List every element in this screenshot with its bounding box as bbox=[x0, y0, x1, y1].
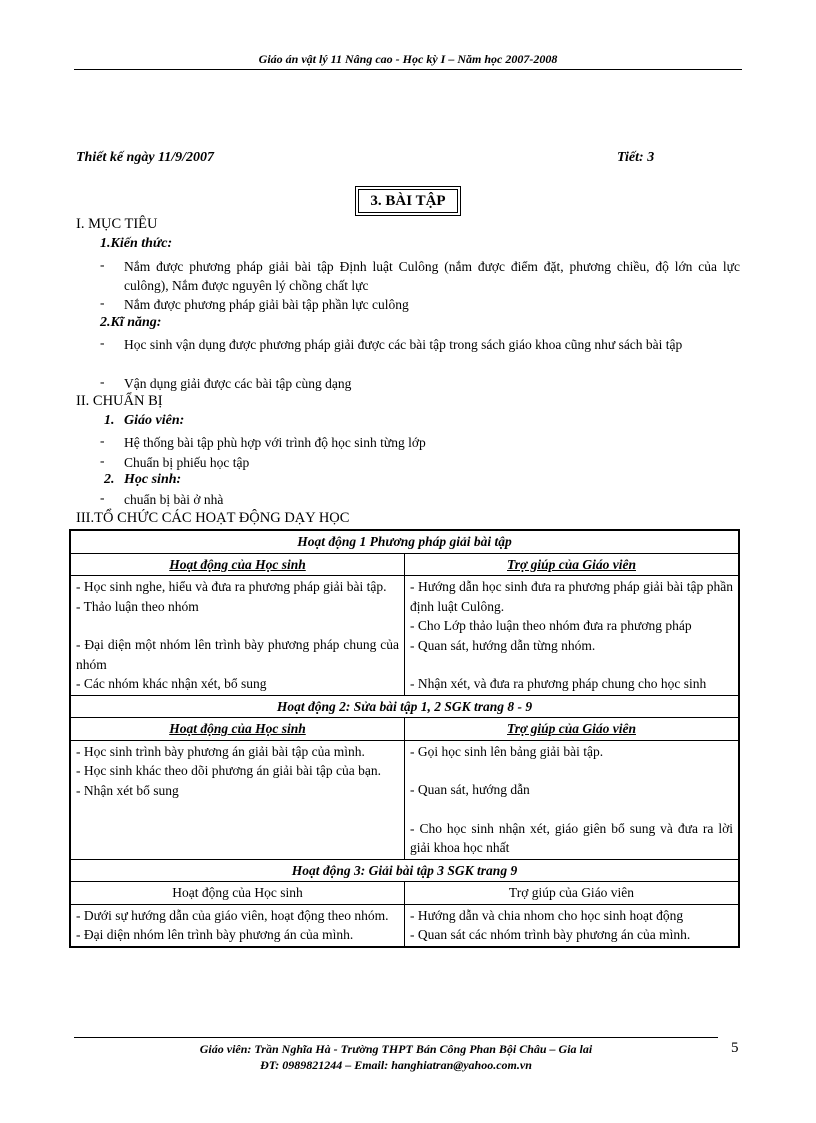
cell-line: - Các nhóm khác nhận xét, bổ sung bbox=[76, 676, 267, 691]
table-row bbox=[70, 530, 739, 553]
list-item-text: Nắm được phương pháp giải bài tập phần lực culông bbox=[124, 297, 409, 312]
activity-3-title: Hoạt động 3: Giải bài tập 3 SGK trang 9 bbox=[70, 859, 739, 882]
header-divider bbox=[74, 69, 742, 70]
table-row bbox=[70, 740, 739, 859]
activities-table bbox=[69, 529, 740, 948]
cell-line: - Quan sát, hướng dẫn từng nhóm. bbox=[410, 637, 596, 653]
table-row bbox=[70, 882, 739, 905]
student-activity-cell bbox=[70, 740, 405, 859]
subsection-student: Học sinh: bbox=[124, 472, 182, 487]
footer-divider bbox=[74, 1037, 718, 1038]
cell-line: - Hướng dẫn và chia nhom cho học sinh hoạt động bbox=[410, 907, 684, 923]
cell-line: - Quan sát, hướng dẫn bbox=[410, 782, 530, 797]
period-label: Tiết: 3 bbox=[617, 150, 655, 165]
cell-line: - Cho học sinh nhận xét, giáo giên bổ sung và đưa ra lời giải khoa học nhất bbox=[410, 820, 733, 855]
list-item: - Hệ thống bài tập phù hợp với trình độ học sinh từng lớp bbox=[100, 433, 740, 453]
cell-line: - Học sinh khác theo dõi phương án giải bài tập của bạn. bbox=[76, 763, 381, 778]
list-item-text: Chuẩn bị phiếu học tập bbox=[124, 455, 250, 470]
student-activity-cell bbox=[70, 904, 405, 947]
list-item: - Chuẩn bị phiếu học tập bbox=[100, 453, 740, 473]
list-item-text: Học sinh vận dụng được phương pháp giải được các bài tập trong sách giáo khoa cũng như sách bài tập bbox=[124, 337, 683, 352]
student-column-header: Hoạt động của Học sinh bbox=[70, 882, 405, 905]
cell-line: - Hướng dẫn học sinh đưa ra phương pháp giải bài tập phần định luật Culông. bbox=[410, 579, 733, 614]
table-row bbox=[70, 695, 739, 718]
table-row bbox=[70, 859, 739, 882]
table-row bbox=[70, 553, 739, 576]
subsection-student-num: 2. bbox=[104, 472, 115, 487]
table-row bbox=[70, 718, 739, 741]
design-date: Thiết kế ngày 11/9/2007 bbox=[76, 150, 215, 165]
cell-line: - Học sinh nghe, hiểu và đưa ra phương pháp giải bài tập. bbox=[76, 579, 387, 594]
page-header: Giáo án vật lý 11 Nâng cao - Học kỳ I – Năm học 2007-2008 bbox=[258, 52, 558, 66]
cell-line: - Dưới sự hướng dẫn của giáo viên, hoạt động theo nhóm. bbox=[76, 907, 389, 923]
subsection-teacher: Giáo viên: bbox=[124, 413, 185, 428]
footer-contact: ĐT: 0989821244 – Email: hanghiatran@yahoo.com.vn bbox=[260, 1058, 532, 1072]
footer-teacher: Giáo viên: Trần Nghĩa Hà - Trường THPT Bán Công Phan Bội Châu – Gia lai bbox=[199, 1042, 593, 1056]
teacher-support-cell bbox=[405, 740, 740, 859]
list-item-text: Nắm được phương pháp giải bài tập Định luật Culông (nắm được điểm đặt, phương chiều, độ lớn của lực culông), Nắm được nguyên lý chồng chất lực bbox=[124, 259, 740, 293]
list-item-text: chuẩn bị bài ở nhà bbox=[124, 492, 224, 507]
page-number: 5 bbox=[731, 1040, 739, 1056]
subsection-skills: 2.Kĩ năng: bbox=[100, 315, 162, 330]
list-item-text: Hệ thống bài tập phù hợp với trình độ học sinh từng lớp bbox=[124, 435, 426, 450]
subsection-teacher-num: 1. bbox=[104, 413, 115, 428]
table-row bbox=[70, 576, 739, 696]
teacher-column-header: Trợ giúp của Giáo viên bbox=[405, 718, 740, 741]
list-item: - Nắm được phương pháp giải bài tập Định luật Culông (nắm được điểm đặt, phương chiều, độ lớn của lực culông), Nắm được nguyên lý chồng chất lực bbox=[100, 257, 740, 293]
table-row bbox=[70, 904, 739, 947]
list-item: - Học sinh vận dụng được phương pháp giải được các bài tập trong sách giáo khoa cũng như sách bài tập bbox=[100, 335, 740, 375]
cell-line: - Gọi học sinh lên bảng giải bài tập. bbox=[410, 743, 604, 759]
list-item: - Vận dụng giải được các bài tập cùng dạng bbox=[100, 374, 740, 394]
cell-line: - Quan sát các nhóm trình bày phương án của mình. bbox=[410, 927, 691, 942]
subsection-knowledge: 1.Kiến thức: bbox=[100, 236, 173, 251]
teacher-column-header: Trợ giúp của Giáo viên bbox=[405, 882, 740, 905]
student-column-header: Hoạt động của Học sinh bbox=[70, 553, 405, 576]
cell-line: - Học sinh trình bày phương án giải bài tập của mình. bbox=[76, 743, 365, 759]
cell-line: - Đại diện nhóm lên trình bày phương án của mình. bbox=[76, 927, 354, 942]
section-activities: III.TỔ CHỨC CÁC HOẠT ĐỘNG DẠY HỌC bbox=[76, 510, 350, 526]
list-item-text: Vận dụng giải được các bài tập cùng dạng bbox=[124, 376, 352, 391]
lesson-title: 3. BÀI TẬP bbox=[358, 189, 458, 213]
student-activity-cell bbox=[70, 576, 405, 696]
cell-line: - Cho Lớp thảo luận theo nhóm đưa ra phương pháp bbox=[410, 618, 692, 633]
list-item: - Nắm được phương pháp giải bài tập phần lực culông bbox=[100, 295, 740, 315]
cell-line: - Nhận xét bổ sung bbox=[76, 782, 179, 798]
cell-line: - Đại diện một nhóm lên trình bày phương pháp chung của nhóm bbox=[76, 637, 399, 672]
student-column-header: Hoạt động của Học sinh bbox=[70, 718, 405, 741]
activity-2-title: Hoạt động 2: Sửa bài tập 1, 2 SGK trang 8 - 9 bbox=[70, 695, 739, 718]
activity-1-title: Hoạt động 1 Phương pháp giải bài tập bbox=[70, 530, 739, 553]
section-preparation: II. CHUẨN BỊ bbox=[76, 393, 163, 409]
cell-line: - Thảo luận theo nhóm bbox=[76, 598, 199, 614]
teacher-support-cell bbox=[405, 576, 740, 696]
section-objectives: I. MỤC TIÊU bbox=[76, 216, 158, 232]
list-item: - chuẩn bị bài ở nhà bbox=[100, 490, 740, 510]
teacher-column-header: Trợ giúp của Giáo viên bbox=[405, 553, 740, 576]
teacher-support-cell bbox=[405, 904, 740, 947]
cell-line: - Nhận xét, và đưa ra phương pháp chung cho học sinh bbox=[410, 676, 707, 691]
